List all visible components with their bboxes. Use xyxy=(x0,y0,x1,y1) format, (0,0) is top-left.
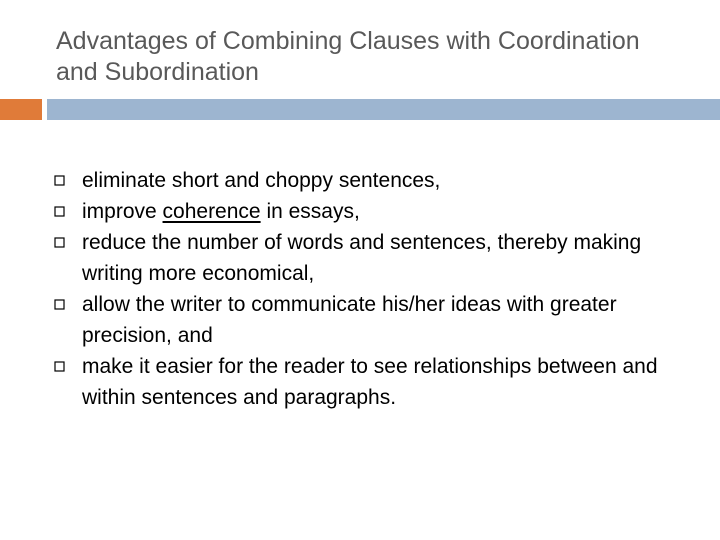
slide-title: Advantages of Combining Clauses with Coordination and Subordination xyxy=(56,27,640,86)
hollow-square-icon xyxy=(54,351,82,382)
bullet-text: allow the writer to communicate his/her ideas with greater precision, and xyxy=(82,293,617,347)
bullet-item xyxy=(54,227,704,289)
coherence-link[interactable]: coherence xyxy=(162,200,261,223)
bullet-text: make it easier for the reader to see relationships between and within sentences and paragraphs. xyxy=(82,355,658,409)
bullet-text: improve coherence in essays, xyxy=(82,200,360,223)
accent-band-left xyxy=(0,99,42,120)
bullet-text: reduce the number of words and sentences, thereby making writing more economical, xyxy=(82,231,642,285)
hollow-square-icon xyxy=(54,196,82,227)
bullet-list xyxy=(54,165,704,413)
bullet-item xyxy=(54,165,704,196)
hollow-square-icon xyxy=(54,227,82,258)
bullet-item xyxy=(54,289,704,351)
bullet-text: eliminate short and choppy sentences, xyxy=(82,169,441,192)
bullet-item xyxy=(54,351,704,413)
hollow-square-icon xyxy=(54,289,82,320)
bullet-item xyxy=(54,196,704,227)
hollow-square-icon xyxy=(54,165,82,196)
accent-band-right xyxy=(47,99,720,120)
